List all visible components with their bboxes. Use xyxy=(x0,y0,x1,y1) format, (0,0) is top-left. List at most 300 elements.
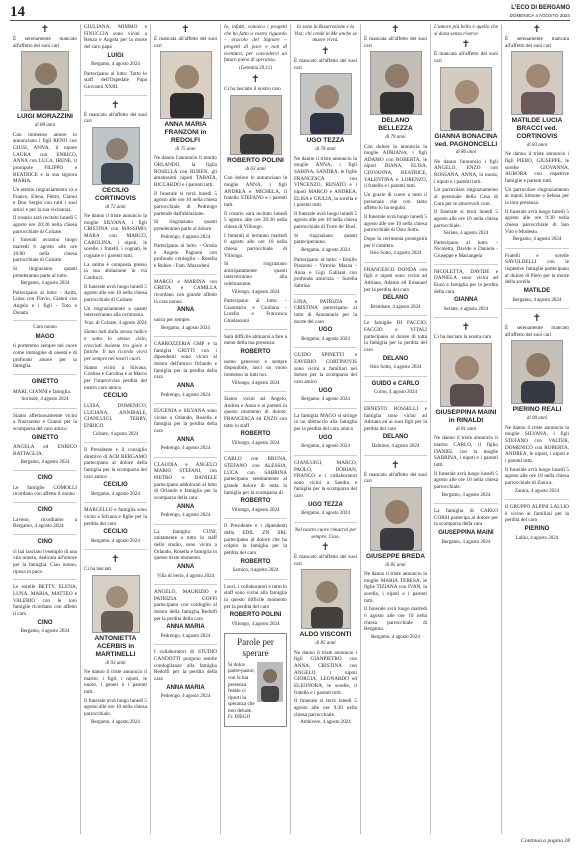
condolence-notice xyxy=(294,413,357,451)
deceased-name: ANNA xyxy=(176,503,195,510)
deceased-age: di 63 anni xyxy=(245,166,266,172)
condolence-notice xyxy=(154,529,217,580)
notice-text: I soci, i collaboratori e tutto lo staff sono vicini alla famiglia in questo difficile momento per la perdita del caro xyxy=(224,583,287,610)
place-date: Colzate, 4 agosto 2024 xyxy=(92,431,139,437)
condolence-notice xyxy=(84,447,147,498)
condolence-notice xyxy=(154,462,217,520)
place-date: Bergamo, 4 agosto 2024 xyxy=(91,719,140,725)
condolence-notice xyxy=(154,279,217,332)
notice-text: EUGENIA e SILVANA sono vicine a Orlando, Rosella e famiglia per la perdita della cara xyxy=(154,408,217,434)
deceased-name: MATILDE xyxy=(523,287,551,294)
condolence-list: Partecipano al lutto: - Nicoletta, Davide e Daniela - Giuseppe e Mariangela xyxy=(434,239,498,260)
place-date: Bergamo, 4 agosto 2024 xyxy=(301,248,350,254)
condolence-list: Partecipano al lutto: - Gianmario e Giuliana - Lorella e Francesca Ghislanzoni xyxy=(224,298,287,325)
place-date: Bergamo, 4 agosto 2024 xyxy=(161,325,210,331)
notice-text: unica per sempre. xyxy=(154,316,191,323)
intro-text: È mancata all'affetto dei suoi cari xyxy=(434,51,498,64)
notice-text: LINA, PATRIZIA e CRISTINA partecipano al lutto di Annamaria per la morte del caro xyxy=(294,298,357,325)
quote-text: L'amore più bello è quello che si dona senza riserve. xyxy=(434,24,498,37)
notice-text: Il rosario sarà recitato lunedì 5 agosto alle ore 20:30 nella chiesa di Villongo. xyxy=(224,210,287,230)
notice-text: Laveno, ricordiamo a Bergamo, 4 agosto 2024 xyxy=(13,516,77,530)
deceased-age: di 85 anni xyxy=(385,562,406,568)
place-date: Seriate, 4 agosto 2024 xyxy=(443,307,489,313)
obituary-antonietta-acerbis xyxy=(84,554,147,726)
obituary-anna-maria-franzoni xyxy=(154,24,217,270)
place-date: Bergamo, 4 agosto 2024 xyxy=(20,629,70,635)
cross-icon: ✝ xyxy=(111,554,120,566)
deceased-name: DELANO BELLEZZA xyxy=(378,117,413,133)
condolence-notice xyxy=(13,325,77,370)
notice-text: LUISA, DOMENICO, LUCIANA, ANNIBALE, GIANLUIGI, TERRY, ENRICO. xyxy=(84,402,147,429)
notice-text: MARCELLO e famiglia sono vicini a Silvana e figlie per la perdita del caro xyxy=(84,507,147,527)
deceased-name: ANNA xyxy=(176,436,195,443)
intro-text: Ci ha lasciato la nostra cara xyxy=(434,334,492,341)
deceased-name: MATILDE LUCIA BRACCI ved. CORTINOVIS xyxy=(511,117,563,141)
notice-text: Si ringraziano anticipatamente quanti interverranno alla celebrazione. xyxy=(224,261,287,288)
deceased-name: GIUSEPPINA MAINI xyxy=(438,529,494,536)
deceased-age: di 79 anni xyxy=(385,135,406,141)
place-date: Bergamo, 4 agosto 2024 xyxy=(301,511,350,517)
portrait-photo xyxy=(160,51,212,119)
place-date: Pedrengo, 4 agosto 2024 xyxy=(160,694,211,700)
intro-text: È mancata all'affetto dei suoi cari xyxy=(154,36,217,49)
place-date: Osio Sotto, 4 agosto 2024 xyxy=(369,365,422,371)
notice-text: Ne danno il triste annuncio i figli PIERO, GIUSEPPE, le sorelle GIOVANNA, AURORA con rispettive famiglie e parenti tutti. xyxy=(505,151,569,185)
notice-text: Un sentito ringraziamento va a Franco, Elena, Pietro, Gianni e Don Sergio con tutti i suoi amici e per la sua vicinanza. xyxy=(13,186,77,213)
cross-icon: ✝ xyxy=(391,459,400,471)
condolence-notice xyxy=(13,539,77,575)
column-1 xyxy=(10,24,80,834)
notice-text: Il funerale avrà luogo lunedì 5 agosto alle ore 10 nella chiesa parrocchiale di Torre de' Busi. xyxy=(294,210,357,231)
notice-text: Ne danno il triste annuncio la moglie MARIA TERESA, le figlie TIZIANA con IVAN, la sorella, i nipoti e i parenti tutti. xyxy=(364,571,427,604)
portrait-photo xyxy=(92,127,140,185)
condolence-notice xyxy=(224,523,287,574)
place-date: Pedrengo, 4 agosto 2024 xyxy=(160,392,211,398)
condolence-notice xyxy=(434,269,498,314)
place-date: Pedrengo, 4 agosto 2024 xyxy=(160,234,211,240)
notice-text: La salma è composta presso la sua abitazione in via Carducci. xyxy=(84,261,147,282)
notice-text: GUIDO SPINETTI e ZAVERIO CORTINOVIS sono vicini a familiari nel dolore per la scomparsa del caro amico xyxy=(294,352,357,386)
place-date: Curno, 4 agosto 2024 xyxy=(373,390,418,396)
deceased-name: ANTONIETTA ACERBIS in MARTINELLI xyxy=(94,635,137,658)
notice-text: La famiglia di CARLO CORSI partecipa al dolore per la scomparsa della cara xyxy=(434,507,498,528)
notice-text: Le famiglie DI FACCIO, FACCIO e VITALI partecipano al dolore di tutta la famiglia per la perdita del caro xyxy=(364,320,427,354)
cross-icon: ✝ xyxy=(251,74,260,86)
deceased-name: ROBERTO xyxy=(240,431,271,438)
column-4 xyxy=(220,24,290,834)
deceased-age: di 88 anni xyxy=(34,123,56,129)
deceased-name: ROBERTO xyxy=(240,558,271,565)
condolence-notice xyxy=(13,379,77,404)
notice-text: La famiglia MAGO si stringe in un abbraccio alla famiglia per la perdita del caro amico xyxy=(294,412,357,433)
column-7 xyxy=(430,24,501,834)
place-date: Brembate, 4 agosto 2024 xyxy=(370,305,421,311)
deceased-name: GIUSEPPE BREDA xyxy=(366,552,425,560)
notice-text: Il funerale avrà luogo lunedì 5 agosto alle ore 10 nella chiesa parrocchiale di Osio Sotto. xyxy=(364,214,427,234)
column-3 xyxy=(150,24,220,834)
place-date: Zanica, 4 agosto 2024 xyxy=(514,488,560,494)
intro-text: È mancata all'affetto dei suoi cari xyxy=(364,36,427,49)
condolence-notice xyxy=(84,24,147,91)
place-date: Bergamo, 4 agosto 2024 xyxy=(20,281,70,287)
deceased-name: ANNA xyxy=(176,563,195,570)
box-title: Parole per sperare xyxy=(237,636,274,659)
notice-text: CARROZZERIA GMP e la famiglia GRITTI con i dipendenti sono vicini al dolore dell'amico Orlando e famiglia per la perdita della cara xyxy=(154,341,217,381)
deceased-name: ANNA MARIA FRANZONI in REDOLFI xyxy=(164,121,207,145)
condolence-notice xyxy=(224,396,287,447)
notice-text: Ne danno il triste annuncio i figli GIANPIETRO con ANNA, CRISTINA con ANGELO, i nipoti GIORGIA, LEONARDO ed ELEONORA, le sorelle, il fratello e i parenti tutti. xyxy=(294,649,357,696)
portrait-photo xyxy=(301,569,351,629)
notice-text: Ne danno il triste annuncio la moglie ANNA, i figli SABINA, SANDRA, le figlie FRANCESCA con VINCENZO, RENATO e i nipoti MARCO e ANDREA, ELISA e GIULIA, la sorella e i parenti tutti. xyxy=(294,155,357,209)
notice-text: Il funerale si terrà lunedì 5 agosto alle ore 10 nella chiesa parrocchiale. xyxy=(434,209,498,229)
deceased-name: LUIGI xyxy=(107,52,124,59)
notice-text: Siamo vicini ad Angelo, Andrea e Anna e ai parenti in questo momento di dolore. FRANCESCA ed ENZO con tutto lo staff xyxy=(224,396,287,429)
notice-text: Il funerale avrà luogo lunedì 5 agosto alle ore 9:30 nella chiesa parrocchiale di San Vito e Modesto. xyxy=(505,208,569,235)
condolence-notice xyxy=(224,334,287,387)
notice-text: ci hai lasciato l'esempio di una vita onesta, dedicata all'amore per la famiglia. Ciao nonno, riposa in pace. xyxy=(13,548,77,575)
notice-text: MARI, GIANNI e famiglia. xyxy=(13,388,72,395)
place-date: Sarnico, 4 agosto 2024 xyxy=(232,568,279,574)
portrait-photo xyxy=(230,95,282,155)
obituary-roberto-polini xyxy=(224,24,287,325)
intro-text: È mancato all'affetto dei suoi cari xyxy=(84,111,147,125)
notice-text: Le famiglie COMOLLI ricordano con affetto il nonno xyxy=(13,484,77,498)
deceased-name: CECILIO xyxy=(103,482,128,489)
place-date: Pedrengo, 4 agosto 2024 xyxy=(160,446,211,452)
portrait-photo xyxy=(370,51,422,115)
place-date: Fraz. di Colzate, 4 agosto 2024 xyxy=(84,321,147,327)
place-date: Bergamo, 4 agosto 2024 xyxy=(91,491,140,497)
place-date: Villongo, 4 agosto 2024 xyxy=(231,289,280,295)
deceased-name: ROBERTO xyxy=(240,349,271,356)
deceased-name: DELANO xyxy=(382,355,409,362)
deceased-name: UGO xyxy=(318,434,333,441)
intro-text: È mancato all'affetto dei suoi cari xyxy=(294,554,357,567)
obituary-delano-bellezza xyxy=(364,24,427,258)
cross-icon: ✝ xyxy=(40,24,50,35)
cross-icon: ✝ xyxy=(181,24,190,35)
deceased-name: UGO xyxy=(318,387,333,394)
notice-text: Con dolore lo annuncia la moglie ADRIANA, i figli ADAMO con ROBERTA, le nipoti DIANA, ELISA, GIOVANNA, BEATRICE, VALENTINA e LORENZO, il fratello e i parenti tutti. xyxy=(364,143,427,190)
notice-text: Sarà difficile abituarsi a fare a meno della tua presenza. xyxy=(224,333,287,347)
deceased-name: CINO xyxy=(37,475,53,482)
obituary-ugo-tezza xyxy=(294,24,357,290)
place-date: Villongo, 4 agosto 2024 xyxy=(231,380,280,386)
notice-text: Il funerale avrà luogo lunedì 5 agosto alle ore 10 nella chiesa parrocchiale. xyxy=(434,470,498,490)
place-date: Bergamo, 4 agosto 2024 xyxy=(20,459,70,465)
obituary-luigi-morazzini xyxy=(13,24,77,316)
portrait-photo xyxy=(370,487,422,551)
deceased-name: PIERINO xyxy=(524,525,550,532)
condolence-list: Partecipano al lutto: - Orsola e Angelo Pagnoni con profondo cordoglio - Rosella e Ruben - Fam. Mazzoleni xyxy=(154,243,217,269)
cross-icon: ✝ xyxy=(532,313,542,325)
notice-text: Il Presidente e il consiglio direttivo di ACB BERGAMO partecipano al dolore della famiglia per la scomparsa del caro amico xyxy=(84,447,147,480)
place-date: Bergamo, 4 agosto 2024 xyxy=(91,62,140,68)
quote-text: Io sono la Risurrezione e la Vita; chi crede in Me anche se muore vivrà. xyxy=(294,24,357,44)
deceased-age: di 75 anni xyxy=(175,147,196,153)
notice-text: La famiglia CUNI, unitamente a tutto lo staff dello studio, sono vicini a Orlando, Rosella e famiglia in questo triste momento. xyxy=(154,528,217,562)
notice-text: Si ringraziano quanti prenderanno parte al lutto. xyxy=(13,266,77,279)
deceased-name: ROBERTO POLINI xyxy=(227,156,284,164)
column-5 xyxy=(290,24,360,834)
notice-text: I collaboratori di STUDIO CANDOTTI porgono sentite condoglianze alla famiglia Redolfi per la perdita della cara xyxy=(154,649,217,682)
deceased-name: CECILIO xyxy=(103,393,128,400)
notice-text: Siamo affettuosamente vicini a Nazzareno e Gianni per la scomparsa del caro amico xyxy=(13,412,77,433)
portrait-photo xyxy=(92,575,140,633)
condolence-notice xyxy=(294,460,357,518)
notice-text: ANGELA ed ENRICO BATTAGLIA. xyxy=(13,444,77,458)
notice-text: Un particolare ringraziamento al personale della Casa di Cura per le amorevoli cure. xyxy=(434,187,498,207)
page-header xyxy=(10,4,570,21)
intro-text: È serenamente mancato all'affetto dei suoi cari xyxy=(13,36,77,49)
deceased-name: ALDO VISCONTI xyxy=(299,631,352,639)
deceased-name: GINETTO xyxy=(31,434,59,441)
condolence-notice xyxy=(13,475,77,498)
obituary-giuseppina-maini xyxy=(434,322,498,499)
cross-icon: ✝ xyxy=(391,24,400,35)
condolence-notice xyxy=(364,381,427,397)
place-date: Seriate, 4 agosto 2024 xyxy=(443,231,489,237)
box-text: Si dolce padre-pastor, con la tua presenza fedele ci riporti la speranza che non delude. xyxy=(228,661,256,715)
quote-text: Siamo nati dalla stessa radice e sotto lo stesso cielo, cresciuti insieme tra gioie e fatiche. Il tuo ricordo vivrà per sempre nei nostri cuori. xyxy=(84,329,147,363)
condolence-notice xyxy=(13,507,77,530)
notice-text: Il Presidente e i dipendenti della EDIL ZN SRL partecipano al dolore che ha colpito la famiglia per la perdita del caro xyxy=(224,523,287,557)
deceased-name: ANNA xyxy=(176,307,195,314)
deceased-name: CINO xyxy=(37,619,53,626)
notice-text: Il funerale si terrà lunedì 5 agosto alle ore 10 nella chiesa parrocchiale di Pedrengo partendo dall'abitazione. xyxy=(154,190,217,217)
deceased-name: UGO TEZZA xyxy=(308,501,343,508)
notice-text: Le sorelle BETTY, ELENA, LUNA, MARIA, MATTEO e VALERIO con le loro famiglie ricordano con affetto il caro xyxy=(13,584,77,618)
obituary-pierino-reali xyxy=(505,313,569,495)
deceased-name: CINO xyxy=(37,539,53,546)
notice-text: Un particolare ringraziamento ai nipoti Simone e Selena per la loro presenza. xyxy=(505,186,569,207)
place-date: Villongo, 4 agosto 2024 xyxy=(231,441,280,447)
cross-icon: ✝ xyxy=(321,542,330,554)
deceased-name: ANNA xyxy=(176,382,195,389)
place-date: Sorisole, 4 agosto 2024 xyxy=(21,397,69,403)
quote-text: Nel nostro cuore rimarrai per sempre. Ciao. xyxy=(294,526,357,540)
deceased-name: GINETTO xyxy=(31,379,59,386)
notice-text: Ne danno il triste annuncio la moglie SILVANA, i figli CRISTINA con MASSIMO, MARA con MARCO, CAROLINA, i nipoti, le sorelle, i fratelli, i cognati, le cognate e i parenti tutti. xyxy=(84,213,147,260)
place-date: Bergamo, 4 agosto 2024 xyxy=(91,538,140,544)
quote-reference: (Geremia 29,11) xyxy=(239,65,272,71)
deceased-age: di 83 anni xyxy=(526,143,548,149)
notice-text: Dopo la cerimonia proseguirà per il cimitero. xyxy=(364,236,427,249)
place-date: Pedrengo, 4 agosto 2024 xyxy=(160,633,211,639)
deceased-name: CECILIO xyxy=(103,529,128,536)
place-date: Dalmine, 4 agosto 2024 xyxy=(371,444,420,450)
place-date: Bergamo, 4 agosto 2024 xyxy=(441,539,491,545)
notice-text: Siamo vicini a Silvana, Cristina e Carolina e ai Marco per l'improvvisa perdita del nostro caro amico xyxy=(84,364,147,391)
cross-icon: ✝ xyxy=(532,24,542,35)
intro-text: È serenamente mancato all'affetto dei suoi cari xyxy=(505,325,569,338)
obituary-cecilio-cortinovis xyxy=(84,100,147,438)
notice-text: ERNESTO ROSSELLI e famiglia sono vicini ad Adriana ed ai suoi figli per la perdita del caro xyxy=(364,405,427,432)
notice-text: ANGELO, MAURIZIO e PATRIZIA GOFFI partecipano con cordoglio al dolore della famiglia Redolfi per la perdita della cara xyxy=(154,589,217,622)
deceased-name: CECILIO CORTINOVIS xyxy=(94,186,137,202)
place-date: Bergamo, 4 agosto 2024 xyxy=(441,492,491,498)
notice-text: Con immenso amore lo annunciano i figli RENO con GIUSI, ANNA, il nipote LAURA con ENRICO, ANNA con LUCA, IRENE, il pronipote FILIPPO e BEATRICE e la sua signora MARIA. xyxy=(13,131,77,185)
place-date: Ambivere, 4 agosto 2024 xyxy=(300,720,351,726)
place-date: Bergamo, 4 agosto 2024 xyxy=(301,397,350,403)
obituary-gianna-bonacina xyxy=(434,24,498,260)
cross-icon: ✝ xyxy=(111,99,120,111)
place-date: Bergamo, 4 agosto 2024 xyxy=(301,337,350,343)
notice-text: ti porteremo sempre nel cuore come immagine di onestà e di profondo amore per la famiglia. xyxy=(13,343,77,370)
obituary-matilde-bracci xyxy=(505,24,569,244)
condolence-notice xyxy=(364,320,427,371)
deceased-age: di 85 anni xyxy=(315,641,336,647)
notice-text: CLAUDIA e ANGELO MARIO STEFANI, con PIETRO e DANIELE partecipano addolorati al lutto di Orlando e famiglia per la scomparsa della cara xyxy=(154,461,217,501)
deceased-name: ANNA MARIA xyxy=(166,684,205,691)
place-date: Bergamo, 4 agosto 2024 xyxy=(512,237,562,243)
issue-date: DOMENICA 4 AGOSTO 2024 xyxy=(509,13,570,18)
condolence-notice xyxy=(154,408,217,453)
deceased-name: UGO xyxy=(318,327,333,334)
notice-text: Ne danno l'annuncio il marito ORLANDO, la figlia ROSELLA con RUBEN, gli amatissimi nipoti TABATA, RICCARDO e i parenti tutti. xyxy=(154,155,217,189)
author-photo xyxy=(257,662,283,702)
column-6 xyxy=(360,24,430,834)
condolence-notice xyxy=(84,507,147,545)
portrait-photo xyxy=(21,51,69,111)
condolence-notice xyxy=(154,649,217,700)
notice-text: NICOLETTA, DAVIDE e DANIELA sono vicini ad Enzo e famiglia per la perdita della cara xyxy=(434,268,498,295)
cross-icon: ✝ xyxy=(321,45,330,57)
condolence-notice xyxy=(154,589,217,640)
condolence-list: Partecipano al lutto: Tutto lo staff dell'Ospedale Papa Giovanni XXIII. xyxy=(84,70,147,90)
condolence-notice xyxy=(434,508,498,546)
deceased-name: DELANO xyxy=(382,295,409,302)
deceased-age: di 78 anni xyxy=(315,147,336,153)
notice-text: Il funerale si terrà lunedì 5 agosto alle ore 9:30 nella chiesa parrocchiale. xyxy=(294,698,357,718)
intro-text: Ci ha lasciati xyxy=(84,566,112,573)
notice-text: Si ringraziano quanti prenderanno parte al dolore. xyxy=(154,219,217,232)
cross-icon: ✝ xyxy=(461,39,471,51)
condolence-list: Partecipano al lutto: - Emilio Piazzoni - Vittorio Mazza - Anna e Gigi Galliani con profonda amicizia - Sorella Sabrina xyxy=(294,256,357,290)
deceased-name: ROBERTO xyxy=(240,498,271,505)
column-2 xyxy=(80,24,150,834)
place-date: Pedrengo, 4 agosto 2024 xyxy=(160,513,211,519)
condolence-notice xyxy=(13,584,77,635)
notice-text: MARCO e MARINA con GRETA e CAMILLA ricordano con grande affetto la cara nonna xyxy=(154,278,217,305)
newspaper-name: L'ECO DI BERGAMO xyxy=(511,5,570,11)
condolence-notice xyxy=(505,504,569,542)
page-number: 14 xyxy=(10,4,25,20)
notice-text: Ne danno l'annuncio i figli ANGELO, ENZO con ROSSANA, ANNA, la nuora, i nipoti e i parenti tutti. xyxy=(434,158,498,185)
place-date: Osio Sotto, 4 agosto 2024 xyxy=(369,251,422,257)
portrait-photo xyxy=(300,73,352,135)
condolence-notice xyxy=(364,267,427,312)
notice-text: Il funerale avrà luogo lunedì 5 agosto alle ore 10 nella chiesa parrocchiale di Zanica. xyxy=(505,466,569,486)
notice-text: Il GRUPPO ALPINI LALLIO è vicino ai familiari per la perdita del caro xyxy=(505,503,569,524)
deceased-name: GIUSEPPINA MAINI in RINALDI xyxy=(435,409,497,424)
notice-text: Con dolore lo annunciano la moglie ANNA, i figli ANDREA e MICHELA, il fratello STEFANO e i parenti tutti. xyxy=(224,175,287,208)
notice-text: Fratelli e sorelle SAVOLDELLI con le rispettive famiglie partecipano al dolore di Piero per la morte della sorella xyxy=(505,252,569,286)
portrait-photo xyxy=(511,51,563,115)
condolence-list: Partecipano al lutto: - Anita, Luisa con Flavio, Gianni con Angela e i figli - Toto e Donata xyxy=(13,289,77,316)
deceased-age: di 93 anni xyxy=(105,660,126,666)
deceased-name: PIERINO REALI xyxy=(512,406,562,414)
obituary-columns xyxy=(10,24,572,834)
intro-text: È serenamente mancata all'affetto dei suoi cari xyxy=(505,36,569,49)
deceased-age: di 86 anni xyxy=(455,150,477,156)
condolence-notice xyxy=(505,253,569,304)
place-date: Villongo, 4 agosto 2024 xyxy=(231,508,280,514)
notice-text: Il funerale avrà luogo martedì 6 agosto alle ore 10 nella chiesa parrocchiale di Bergamo. xyxy=(364,606,427,633)
box-credit: Fr. DIEGO xyxy=(228,714,251,720)
notice-text: Ne danno il triste annuncio il marito CARLO, il figlio DANIEL con la moglie SABRINA, i nipoti e i parenti tutti. xyxy=(434,435,498,468)
deceased-name: GIANNA BONACINA ved. PAGNONCELLI xyxy=(434,132,498,148)
place-date: Bergamo, 4 agosto 2024 xyxy=(371,635,420,641)
condolence-notice xyxy=(154,341,217,399)
deceased-age: di 72 anni xyxy=(105,204,126,210)
deceased-name: DELANO xyxy=(382,434,409,441)
intro-text: È mancato all'affetto dei suoi cari xyxy=(294,57,357,71)
notice-text: Il rosario sarà recitato lunedì 5 agosto ore 20:30 nella chiesa parrocchiale di Colzate. xyxy=(13,215,77,235)
signatories: GUIDO e CARLO xyxy=(371,380,420,387)
notice-text: Il funerale avrà luogo lunedì 5 agosto alle ore 10 nella chiesa parrocchiale. xyxy=(84,697,147,718)
deceased-name: GIANNA xyxy=(454,297,478,304)
deceased-age: di 90 anni xyxy=(526,416,548,422)
notice-text: Il funerale avrà luogo lunedì 5 agosto alle ore 10 nella chiesa parrocchiale di Colzate. xyxy=(84,283,147,304)
deceased-age: di 81 anni xyxy=(455,426,477,432)
condolence-notice xyxy=(364,406,427,451)
intro-text: Ci ha lasciato il nostro caro xyxy=(224,86,281,93)
place-date: Bergamo, 4 agosto 2024 xyxy=(301,444,350,450)
condolence-notice xyxy=(294,299,357,344)
notice-text: GIANLUIGI, MARCO, PAOLO, DORIAN, FRANCO e i collaboratori sono vicini a Sandra e famiglia per la scomparsa del caro xyxy=(294,459,357,500)
place-date: Villa di Serio, 4 agosto 2024 xyxy=(156,573,215,579)
obituary-giuseppe-breda xyxy=(364,460,427,642)
portrait-photo xyxy=(440,343,492,407)
deceased-name: UGO TEZZA xyxy=(306,137,345,145)
quote-text: Io, infatti, conosco i progetti che ho fatto a vostro riguardo – oracolo del Signore – progetti di pace e non di sventura, per concedervi un futuro pieno di speranza. xyxy=(224,24,287,64)
deceased-name: CINO xyxy=(37,507,53,514)
deceased-name: LUIGI MORAZZINI xyxy=(16,113,74,121)
obituary-aldo-visconti xyxy=(294,527,357,727)
condolence-notice xyxy=(294,352,357,403)
parole-per-sperare-box xyxy=(224,633,287,728)
notice-text: I funerali si terranno martedì 6 agosto alle ore 10 nella chiesa parrocchiale di Villongo. xyxy=(224,232,287,259)
notice-text: I funerali avranno luogo martedì 6 agosto alle ore 10:00 nella chiesa parrocchiale di Colzate. xyxy=(13,237,77,264)
cross-icon: ✝ xyxy=(461,322,471,334)
notice-text: Un grazie di cuore a tutto il personale che con tanto affetto lo ha seguito. xyxy=(364,192,427,212)
notice-text: CARLO con BRUNA, STEFANO con ALESSIA, LUCA con SABRINA partecipano sentitamente al grande dolore di tutta la famiglia per la scomparsa di xyxy=(224,456,287,496)
condolence-notice xyxy=(224,584,287,629)
place-date: Lallio, 4 agosto 2024 xyxy=(515,535,559,541)
notice-text: Caro nonno xyxy=(33,325,57,331)
notice-text: FRANCESCO DONDA con figli e nipoti sono vicini ad Adriana, Adamo ed Emanuel per la perdita del caro xyxy=(364,266,427,293)
place-date: Bergamo, 4 agosto 2024 xyxy=(512,297,562,303)
portrait-photo xyxy=(440,67,492,131)
notice-text: Ne danno il triste annuncio il marito, i figli, i nipoti, le nuore, i generi e i parenti tutti. xyxy=(84,669,147,696)
notice-text: Un ringraziamento a quanti interverranno alla cerimonia. xyxy=(84,305,147,319)
notice-text: Ne danno il triste annuncio la moglie SILVANA, i figli STEFANO con VALTER, DOMENICO con ROBERTA, ANDREA, le nipoti, i nipoti e i parenti tutti. xyxy=(505,424,569,464)
place-date: Villongo, 4 agosto 2024 xyxy=(231,622,280,628)
continued-note: Continua a pagina 28 xyxy=(521,837,570,844)
condolence-notice xyxy=(13,413,77,466)
deceased-name: ROBERTO POLINI xyxy=(229,612,282,619)
deceased-name: MAGO xyxy=(35,333,55,340)
notice-text: uomo generoso e sempre disponibile, lasci un vuoto immenso in tutti noi. xyxy=(224,358,287,379)
notice-text: Si ringraziano quanti parteciperanno. xyxy=(294,232,357,246)
column-8 xyxy=(501,24,572,834)
notice-text: GIULIANA, MIMMO e FINUCCIA sono vicini a Renzo e Angela per la morte del caro papà xyxy=(84,24,147,50)
portrait-photo xyxy=(511,340,563,404)
condolence-notice xyxy=(224,456,287,514)
intro-text: È mancato all'affetto dei suoi cari xyxy=(364,471,427,485)
deceased-name: ANNA MARIA xyxy=(166,624,205,631)
